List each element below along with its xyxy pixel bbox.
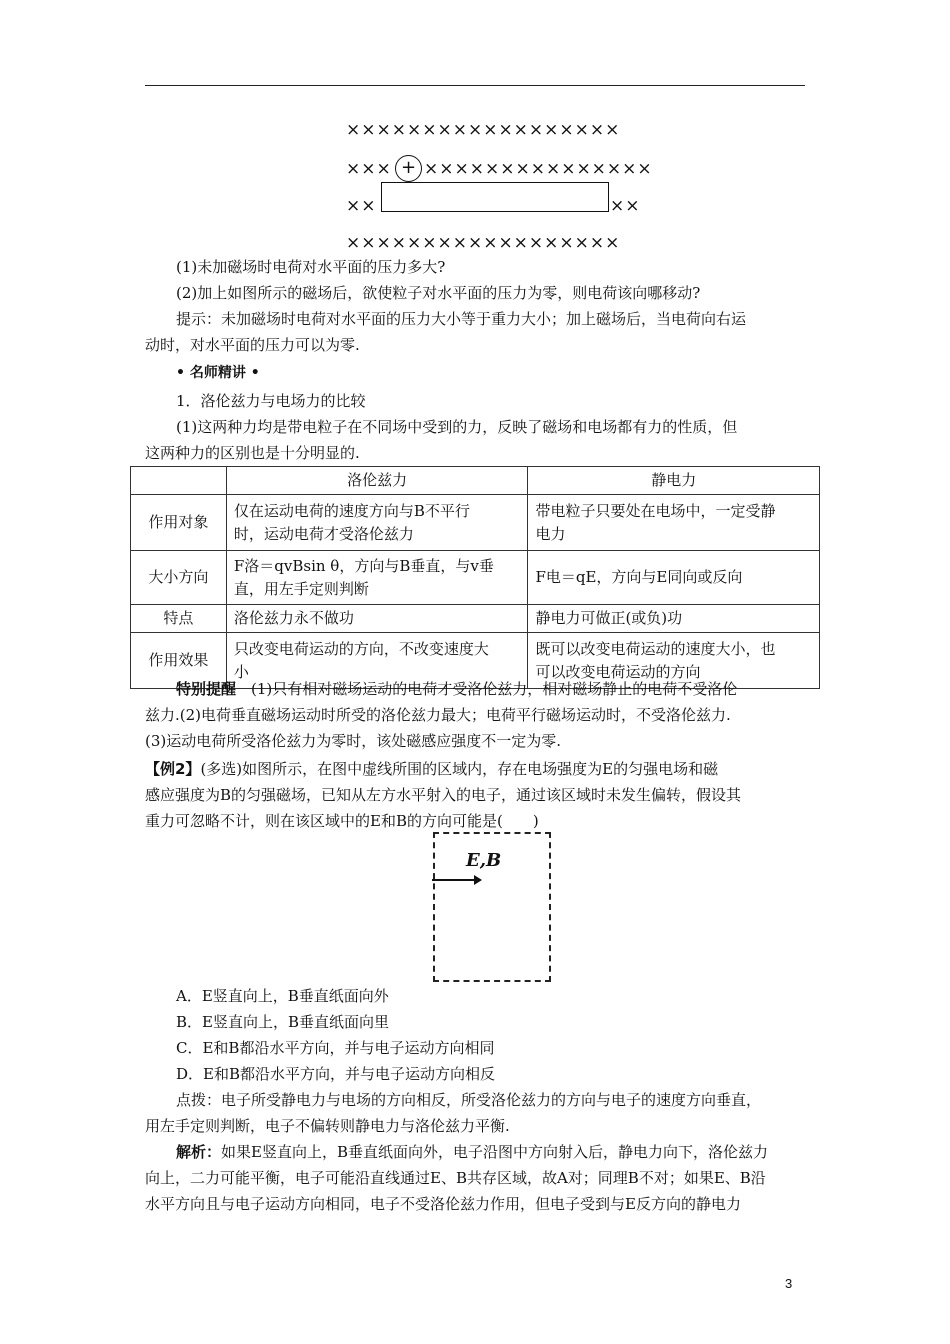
field-row-1: ×××××××××××××××××× [346,120,621,140]
field-row-3-left: ×× [346,196,377,216]
header-rule [145,85,805,86]
intro-line-2: 这两种力的区别也是十分明显的. [145,444,360,462]
field-row-4: ×××××××××××××××××× [346,233,621,253]
table-row [131,495,820,551]
example-line-2: 感应强度为B的匀强磁场，已知从左方水平射入的电子，通过该区域时未发生偏转，假设其 [145,786,742,804]
analysis-line-3: 水平方向且与电子运动方向相同，电子不受洛伦兹力作用，但电子受到与E反方向的静电力 [145,1195,741,1213]
hint-line-1: 提示：未加磁场时电荷对水平面的压力大小等于重力大小；加上磁场后，当电荷向右运 [176,310,747,328]
example-line-3: 重力可忽略不计，则在该区域中的E和B的方向可能是( ) [145,812,539,830]
example-line-1: 【例2】(多选)如图所示，在图中虚线所围的区域内，存在电场强度为E的匀强电场和磁 [145,760,719,778]
lorentz-cell: F洛＝qvBsin θ，方向与B垂直，与v垂 直，用左手定则判断 [226,551,528,605]
subsection-title: 1．洛伦兹力与电场力的比较 [176,392,366,410]
question-1: (1)未加磁场时电荷对水平面的压力多大? [176,258,446,276]
analysis-label: 解析： [176,1143,222,1161]
special-note-title: 特别提醒 [176,680,237,698]
horizontal-surface-block [381,182,609,212]
comparison-table [130,466,820,689]
special-note-line-3: (3)运动电荷所受洛伦兹力为零时，该处磁感应强度不一定为零. [145,732,562,750]
field-row-2-right: ××××××××××××××× [424,159,653,179]
intro-line-1: (1)这两种力均是带电粒子在不同场中受到的力，反映了磁场和电场都有力的性质，但 [176,418,738,436]
lorentz-cell: 仅在运动电荷的速度方向与B不平行 时，运动电荷才受洛伦兹力 [226,495,528,551]
row-label: 作用对象 [131,495,227,551]
table-header-cell: 静电力 [528,467,820,495]
lorentz-cell: 洛伦兹力永不做功 [226,605,528,633]
table-header-cell: 洛伦兹力 [226,467,528,495]
arrow-icon [430,870,490,890]
option-d: D．E和B都沿水平方向，并与电子运动方向相反 [176,1065,496,1083]
option-c: C．E和B都沿水平方向，并与电子运动方向相同 [176,1039,495,1057]
hint-line-2: 动时，对水平面的压力可以为零. [145,336,360,354]
table-header-cell [131,467,227,495]
row-label: 大小方向 [131,551,227,605]
option-b: B．E竖直向上，B垂直纸面向里 [176,1013,389,1031]
option-a: A．E竖直向上，B垂直纸面向外 [176,987,389,1005]
question-2: (2)加上如图所示的磁场后，欲使粒子对水平面的压力为零，则电荷该向哪移动? [176,284,701,302]
field-row-3-right: ×× [610,196,641,216]
electric-cell: 带电粒子只要处在电场中，一定受静 电力 [528,495,820,551]
table-row [131,551,820,605]
analysis-line-2: 向上，二力可能平衡，电子可能沿直线通过E、B共存区域，故A对；同理B不对；如果E、B沿 [145,1169,766,1187]
row-label: 作用效果 [131,633,227,689]
electric-cell: 静电力可做正(或负)功 [528,605,820,633]
table-row [131,605,820,633]
section-heading: • 名师精讲 • [176,365,260,381]
electric-cell: 既可以改变电荷运动的速度大小，也 可以改变电荷运动的方向 [528,633,820,689]
tip-line-1: 点拨：电子所受静电力与电场的方向相反，所受洛伦兹力的方向与电子的速度方向垂直， [176,1091,762,1109]
row-label: 特点 [131,605,227,633]
lorentz-cell: 只改变电荷运动的方向，不改变速度大 小 [226,633,528,689]
figure-label-eb: E,B [466,850,502,871]
positive-charge-icon: + [395,155,422,182]
special-note-line-2: 兹力.(2)电荷垂直磁场运动时所受的洛伦兹力最大；电荷平行磁场运动时，不受洛伦兹力. [145,706,731,724]
special-note-line-1: 特别提醒 (1)只有相对磁场运动的电荷才受洛伦兹力，相对磁场静止的电荷不受洛伦 [176,680,738,698]
page-number: 3 [785,1276,793,1291]
tip-line-2: 用左手定则判断，电子不偏转则静电力与洛伦兹力平衡. [145,1117,510,1135]
electric-cell: F电＝qE，方向与E同向或反向 [528,551,820,605]
analysis-line-1: 解析：如果E竖直向上，B垂直纸面向外，电子沿图中方向射入后，静电力向下，洛伦兹力 [176,1143,768,1161]
table-header-row [131,467,820,495]
example-tag: 【例2】 [145,760,201,778]
field-row-2-left: ××× [346,159,392,179]
